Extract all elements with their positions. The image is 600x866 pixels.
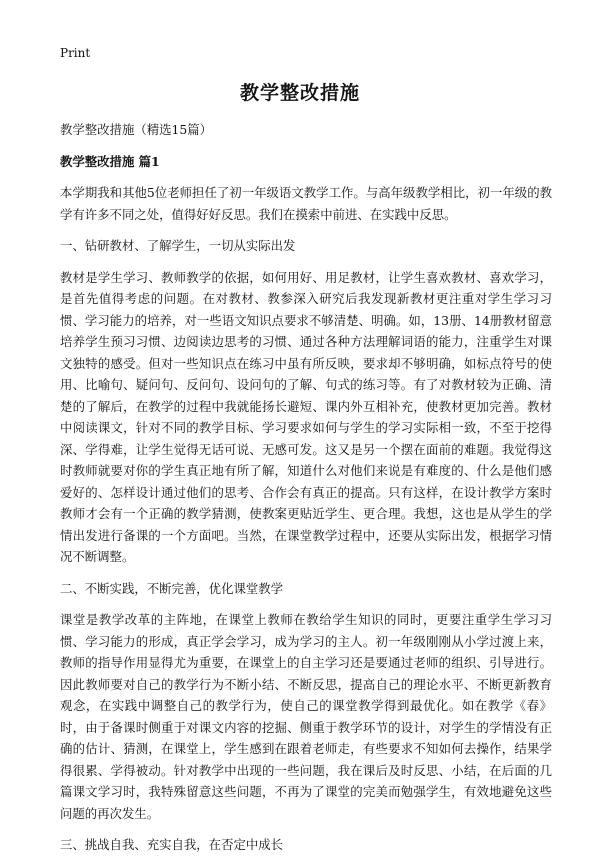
section-title: 教学整改措施 篇1 — [60, 153, 160, 169]
heading-1: 一、钻研教材、了解学生，一切从实际出发 — [60, 238, 296, 253]
document-subtitle: 教学整改措施（精选15篇） — [60, 122, 213, 137]
paragraph-2: 课堂是教学改革的主阵地，在课堂上教师在教给学生知识的同时，更要注重学生学习习惯、学习能力的形成，真正学会学习，成为学习的主人。初一年级刚刚从小学过渡上来，教师的指导作用显得尤为重要，在课堂上的自主学习还是要通过老师的组织、引导进行。因此教师要对自己的教学行为不断小结、不断反思，提高自己的理论水平、不断更新教育观念，在实践中调整自己的教学行为，使自己的课堂教学得到最优化。如在教学《春》时，由于备课时侧重于对课文内容的挖掘、侧重于教学环节的设计，对学生的学情没有正确的估计、猜测，在课堂上，学生感到在跟着老师走，有些要求不知如何去操作，结果学得很累、学得被动。针对教学中出现的一些问题，我在课后及时反思、小结，在后面的几篇课文学习时，我特殊留意这些问题，不再为了课堂的完美而勉强学生，有效地避免这些问题的再次发生。 — [60, 612, 552, 821]
paragraph-1: 教材是学生学习、教师教学的依据，如何用好、用足教材，让学生喜欢教材、喜欢学习，是首先值得考虑的问题。在对教材、教参深入研究后我发现新教材更注重对学生学习习惯、学习能力的培养，对一些语文知识点要求不够清楚、明确。如，13册、14册教材留意培养学生预习习惯、边阅读边思考的习惯、通过各种方法理解词语的能力，注重学生对课文独特的感受。但对一些知识点在练习中虽有所反映，要求却不够明确，如标点符号的使用、比喻句、疑问句、反问句、设问句的了解、句式的练习等。有了对教材较为正确、清楚的了解后，在教学的过程中我就能扬长避短、课内外互相补充，使教材更加完善。教材中阅读课文，针对不同的教学目标、学习要求如何与学生的学习实际相一致，不至于挖得深、学得难，让学生觉得无话可说、无感可发。这又是另一个摆在面前的难题。我觉得这时教师就要对你的学生真正地有所了解，知道什么对他们来说是有难度的、什么是他们感爱好的、怎样设计通过他们的思考、合作会有真正的提高。只有这样，在设计教学方案时教师才会有一个正确的教学猜测，使教案更贴近学生、更合理。我想，这也是从学生的学情出发进行备课的一个方面吧。当然，在课堂教学过程中，还要从实际出发，根据学习情况不断调整。 — [60, 269, 552, 564]
intro-paragraph: 本学期我和其他5位老师担任了初一年级语文教学工作。与高年级教学相比，初一年级的教学有许多不同之处，值得好好反思。我们在摸索中前进、在实践中反思。 — [60, 185, 552, 222]
document-body — [60, 119, 552, 866]
heading-3: 三、挑战自我、充实自我，在否定中成长 — [60, 837, 284, 852]
heading-2: 二、不断实践，不断完善，优化课堂教学 — [60, 580, 284, 596]
print-link[interactable]: Print — [60, 46, 91, 60]
document-title: 教学整改措施 — [239, 82, 360, 104]
